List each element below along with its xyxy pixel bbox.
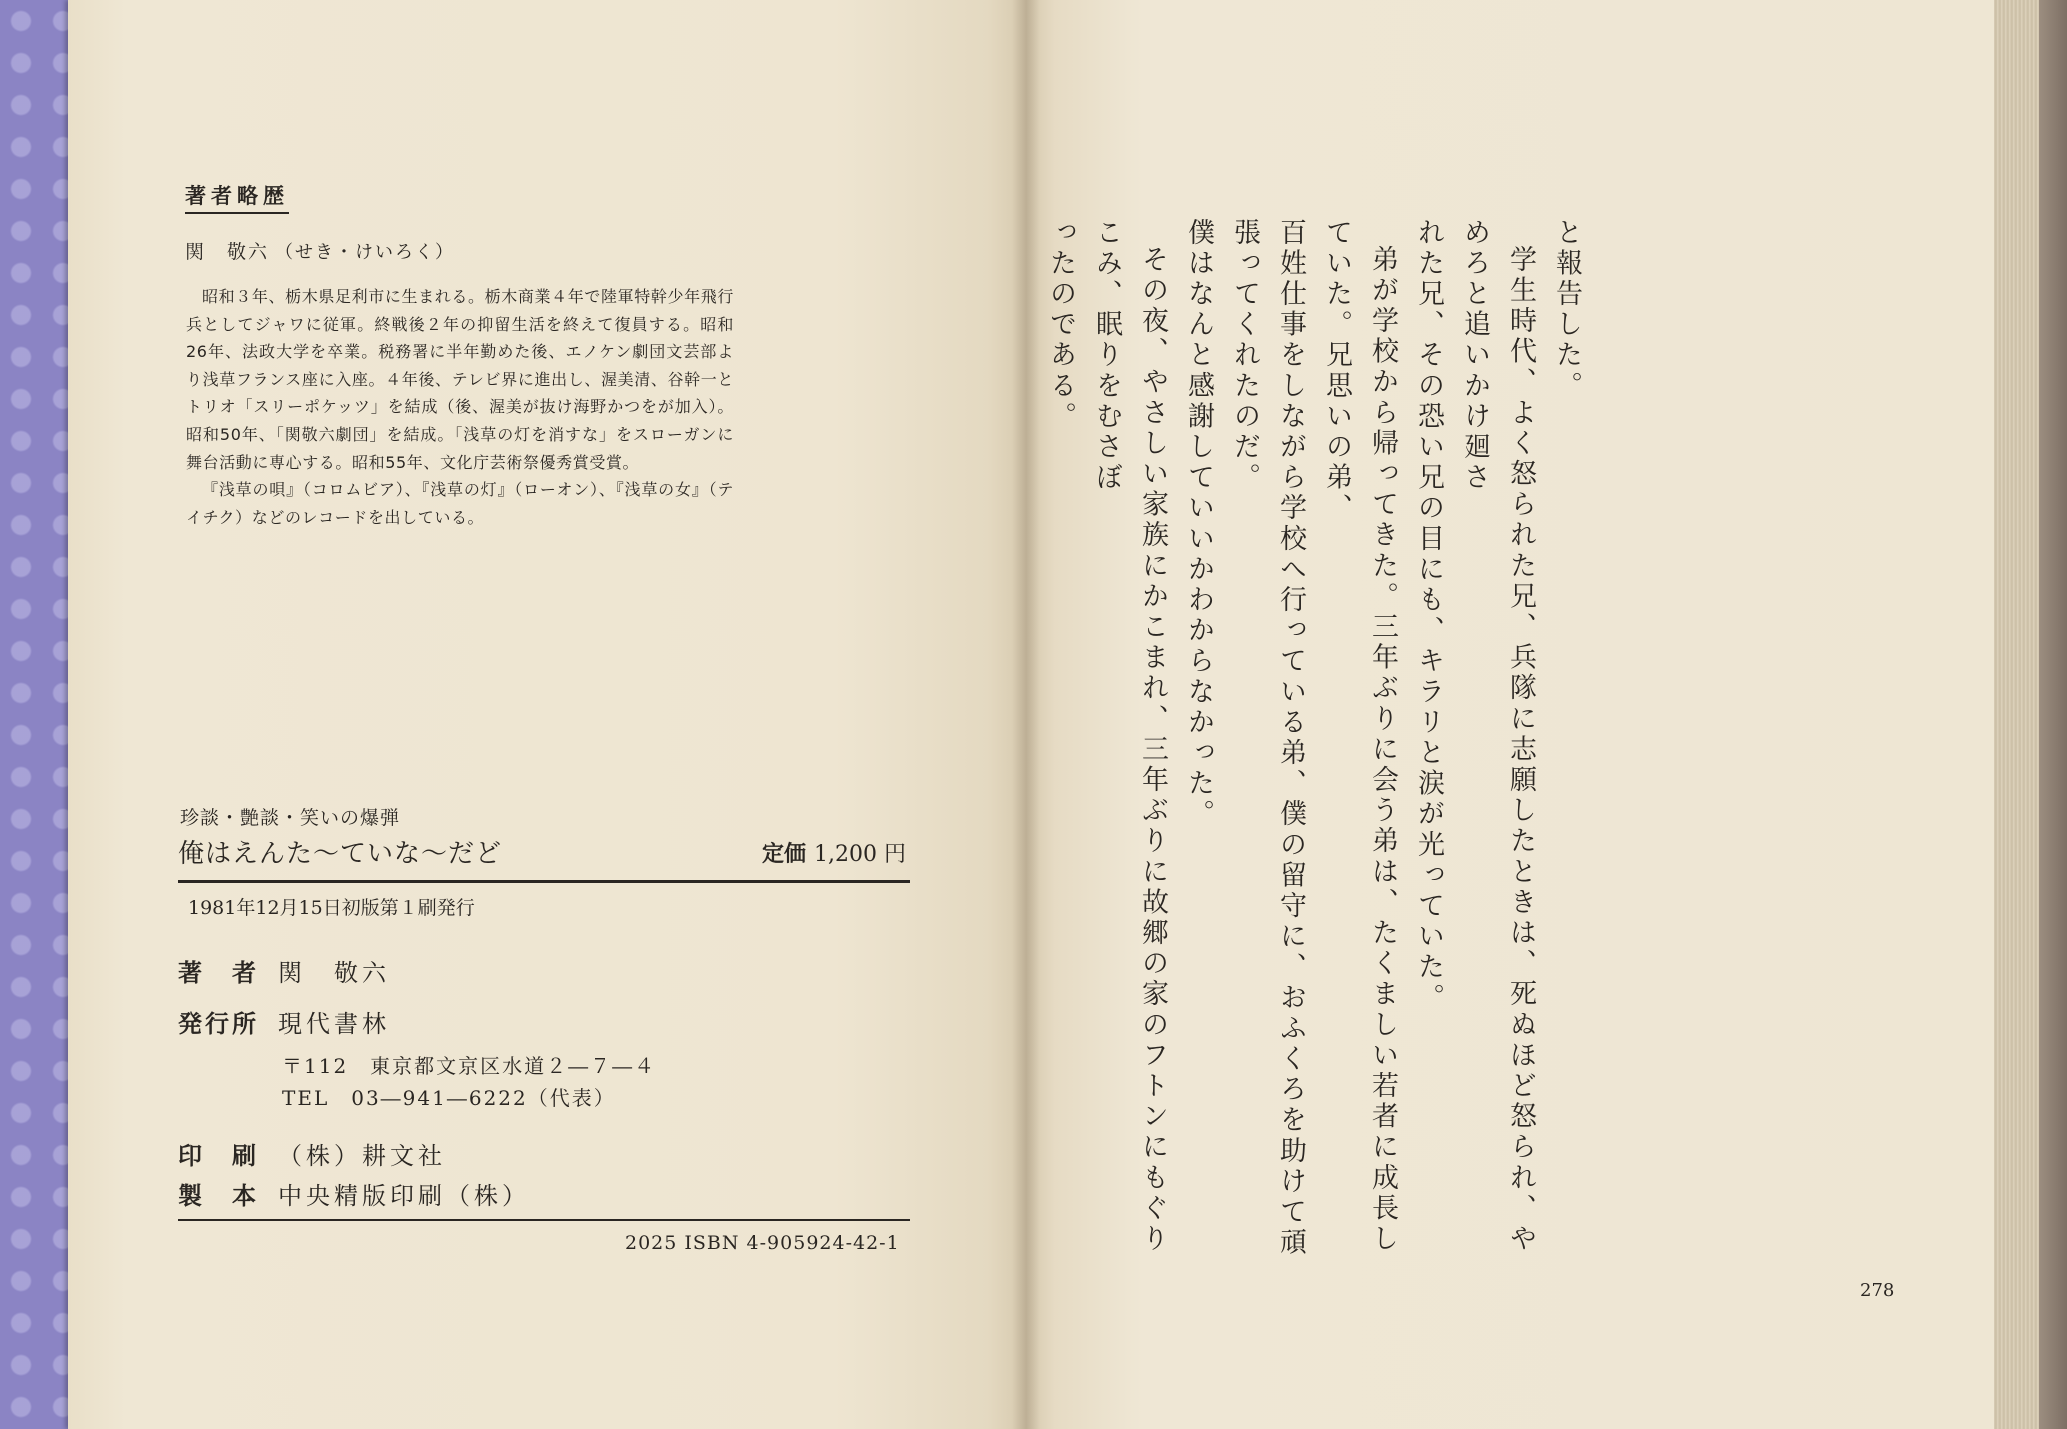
body-text-vertical	[1037, 218, 1589, 1268]
publisher-tel: TEL 03―941―6222（代表）	[282, 1086, 616, 1110]
publication-date: 1981年12月15日初版第１刷発行	[188, 897, 475, 919]
price-label: 定価	[762, 842, 807, 867]
text-line: 百姓仕事をしながら学校へ行っている弟、僕の留守に、おふくろを助けて頑張ってくれたのだ。	[1229, 218, 1306, 1259]
text-line: その夜、やさしい家族にかこまれ、三年ぶりに故郷の家のフトンにもぐりこみ、眠りをむさぼ	[1091, 218, 1168, 1255]
bio-text	[186, 283, 734, 531]
publisher-label: 発行所	[178, 1010, 259, 1038]
bio-paragraph: 『浅草の唄』（コロムビア）、『浅草の灯』（ローオン）、『浅草の女』（テイチク）などのレコードを出している。	[186, 480, 734, 527]
bio-paragraph: 昭和３年、栃木県足利市に生まれる。栃木商業４年で陸軍特幹少年飛行兵としてジャワに従軍。終戦後２年の抑留生活を終えて復員する。昭和26年、法政大学を卒業。税務署に半年勤めた後、エノケン劇団文芸部より浅草フランス座に入座。４年後、テレビ界に進出し、渥美清、谷幹一とトリオ「スリーポケッツ」を結成（後、渥美が抜け海野かつをが加入）。昭和50年、「関敬六劇団」を結成。「浅草の灯を消すな」をスローガンに舞台活動に専心する。昭和55年、文化庁芸術祭優秀賞受賞。	[186, 287, 734, 472]
text-line: 学生時代、よく怒られた兄、兵隊に志願したときは、死ぬほど怒られ、やめろと追いかけ廻さ	[1459, 218, 1536, 1255]
page-number: 278	[1860, 1280, 1895, 1301]
publisher-address: 〒112 東京都文京区水道２―７―４	[282, 1054, 657, 1078]
bio-heading: 著者略歴	[185, 180, 289, 214]
book-subtitle: 珍談・艶談・笑いの爆弾	[180, 807, 401, 829]
colophon-bottom-rule	[178, 1219, 910, 1221]
book-title: 俺はえんた〜ていな〜だど	[178, 839, 503, 869]
publisher-value: 現代書林	[278, 1010, 390, 1038]
text-line: 僕はなんと感謝していいかわからなかった。	[1183, 218, 1214, 830]
printer-value: （株）耕文社	[278, 1142, 446, 1170]
author-label: 著 者	[178, 959, 259, 987]
price-value: 1,200 円	[814, 842, 906, 867]
back-cover-edge	[2039, 0, 2067, 1429]
author-name-line	[185, 237, 455, 264]
text-line: 弟が学校から帰ってきた。三年ぶりに会う弟は、たくましい若者に成長していた。兄思いの弟、	[1321, 218, 1398, 1255]
text-line: と報告した。	[1551, 218, 1582, 402]
page-edges	[1994, 0, 2067, 1429]
printer-label: 印 刷	[178, 1142, 259, 1170]
left-page	[68, 0, 1026, 1429]
colophon-top-rule	[178, 880, 910, 883]
price	[762, 837, 906, 868]
author-name: 関 敬六	[185, 241, 270, 263]
binder-value: 中央精版印刷（株）	[278, 1182, 530, 1210]
text-line: れた兄、その恐い兄の目にも、キラリと涙が光っていた。	[1413, 218, 1444, 1014]
author-row	[178, 953, 390, 988]
isbn: 2025 ISBN 4-905924-42-1	[625, 1232, 900, 1254]
book-gutter	[1012, 0, 1040, 1429]
text-line: ったのである。	[1045, 218, 1076, 433]
publisher-row	[178, 1004, 390, 1039]
printer-row	[178, 1136, 446, 1171]
author-reading: （せき・けいろく）	[275, 242, 456, 263]
binder-label: 製 本	[178, 1182, 259, 1210]
binder-row	[178, 1176, 530, 1211]
author-value: 関 敬六	[278, 959, 390, 987]
